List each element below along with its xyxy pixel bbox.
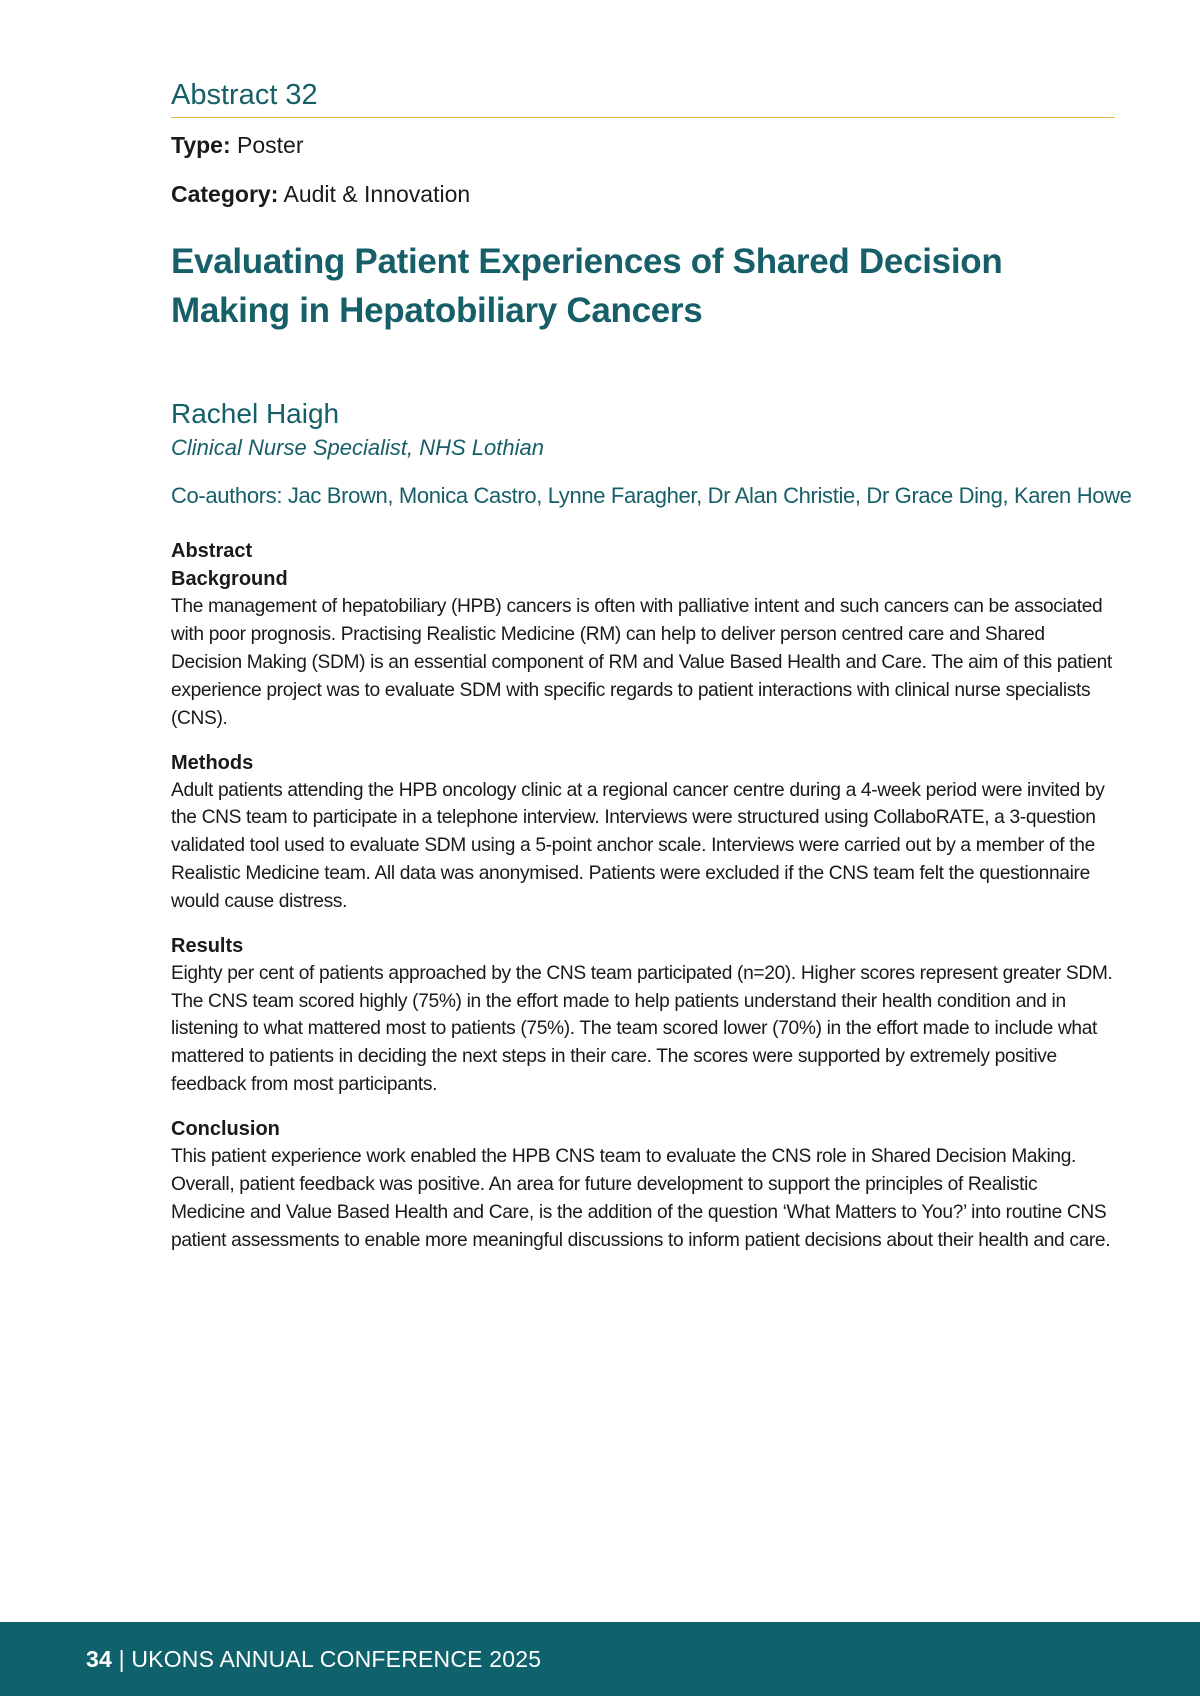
- section-body: Adult patients attending the HPB oncology clinic at a regional cancer centre during a 4-week period were invited by the CNS team to participate in a telephone interview. Interviews were structured using CollaboRATE, a 3-question validated tool used to evaluate SDM using a 5-point anchor scale. Interviews were carried out by a member of the Realistic Medicine team. All data was anonymised. Patients were excluded if the CNS team felt the questionnaire would cause distress.: [171, 779, 1105, 912]
- section-body: Eighty per cent of patients approached by the CNS team participated (n=20). Higher scores represent greater SDM. The CNS team scored highly (75%) in the effort made to help patients understand their health condition and in listening to what mattered most to patients (75%). The team scored lower (70%) in the effort made to include what mattered to patients in deciding the next steps in their care. The scores were supported by extremely positive feedback from most participants.: [171, 962, 1113, 1096]
- abstract-number-heading: Abstract 32: [171, 78, 1115, 118]
- author-affiliation: Clinical Nurse Specialist, NHS Lothian: [171, 434, 544, 460]
- section-methods: [171, 749, 1115, 916]
- footer-separator: |: [111, 1646, 132, 1672]
- section-body: The management of hepatobiliary (HPB) cancers is often with palliative intent and such cancers can be associated with poor prognosis. Practising Realistic Medicine (RM) can help to deliver person centred care and Shared Decision Making (SDM) is an essential component of RM and Value Based Health and Care. The aim of this patient experience project was to evaluate SDM with specific regards to patient interactions with clinical nurse specialists (CNS).: [171, 596, 1112, 729]
- section-results: [171, 932, 1115, 1099]
- footer-text: [86, 1646, 541, 1673]
- section-heading: Methods: [171, 751, 254, 774]
- type-line: [171, 132, 1115, 160]
- footer-page-number: 34: [86, 1646, 112, 1672]
- category-key: Category:: [171, 181, 279, 208]
- section-background: [171, 565, 1115, 732]
- section-heading: Background: [171, 568, 288, 591]
- category-line: [171, 181, 1115, 209]
- coauthors-line: Co-authors: Jac Brown, Monica Castro, Lynne Faragher, Dr Alan Christie, Dr Grace Ding, Karen Howe: [171, 482, 1132, 508]
- section-heading: Conclusion: [171, 1118, 280, 1141]
- abstract-page: [171, 78, 1132, 1254]
- type-key: Type:: [171, 131, 231, 158]
- type-value: Poster: [237, 131, 304, 158]
- category-value: Audit & Innovation: [283, 181, 471, 208]
- footer-conference-name: UKONS ANNUAL CONFERENCE 2025: [131, 1646, 542, 1672]
- paper-title: Evaluating Patient Experiences of Shared Decision Making in Hepatobiliary Cancers: [171, 241, 1003, 330]
- author-name: Rachel Haigh: [171, 397, 340, 429]
- section-body: This patient experience work enabled the HPB CNS team to evaluate the CNS role in Shared Decision Making. Overall, patient feedback was positive. An area for future development to support the principles of Realistic Medicine and Value Based Health and Care, is the addition of the question ‘What Matters to You?’ into routine CNS patient assessments to enable more meaningful discussions to inform patient decisions about their health and care.: [171, 1146, 1111, 1251]
- page-footer: [0, 1622, 1200, 1696]
- section-conclusion: [171, 1115, 1115, 1254]
- section-heading: Results: [171, 934, 244, 957]
- abstract-heading: Abstract: [171, 540, 253, 563]
